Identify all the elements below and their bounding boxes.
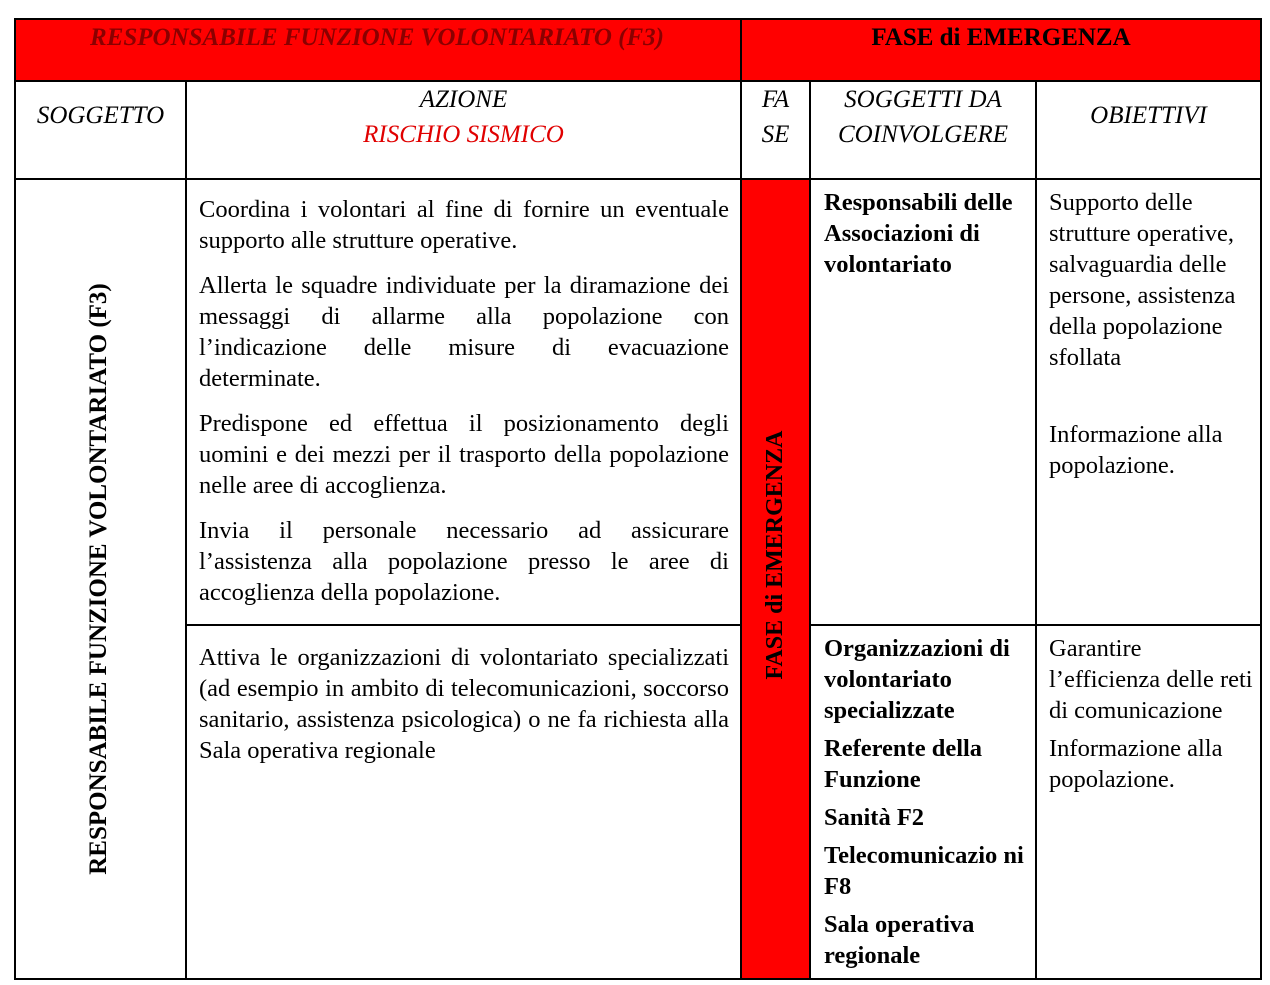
fase-label-line1: FA [761, 86, 790, 113]
action-item: Predispone ed effettua il posizionamento degli uomini e dei mezzi per il trasporto della popolazione nelle aree di accoglienza. [199, 410, 729, 499]
objective-item: Garantire l’efficienza delle reti di comunicazione [1049, 635, 1253, 724]
objective-item: Informazione alla popolazione. [1049, 735, 1223, 793]
border-col-4 [1035, 80, 1037, 980]
col-header-azione [187, 82, 740, 152]
risk-label: RISCHIO SISMICO [363, 121, 564, 148]
col-header-soggetto: SOGGETTO [36, 102, 165, 129]
col-header-fase [742, 82, 809, 152]
subject-item: Responsabili delle Associazioni di volontariato [824, 189, 1013, 278]
soggetti-label-line1: SOGGETTI DA [844, 86, 1002, 113]
emergency-procedure-table [14, 18, 1262, 980]
azione-label: AZIONE [419, 86, 508, 113]
col-header-soggetti [811, 82, 1035, 152]
row1-objectives [1049, 187, 1254, 488]
border-col-2 [740, 18, 742, 980]
subject-item: Organizzazioni di volontariato specializzate [824, 635, 1010, 724]
fase-label-line2: SE [761, 121, 790, 148]
row1-actions [199, 194, 729, 622]
border-bottom [14, 978, 1262, 980]
phase-vertical-label: FASE di EMERGENZA [762, 430, 788, 680]
objective-item: Informazione alla popolazione. [1049, 421, 1223, 479]
border-subheader-bottom [14, 178, 1262, 180]
row1-subjects [824, 187, 1024, 287]
soggetti-label-line2: COINVOLGERE [837, 121, 1009, 148]
subject-item: Telecomunicazio ni F8 [824, 842, 1024, 900]
row2-actions [199, 642, 729, 780]
row2-subjects [824, 633, 1024, 978]
action-item: Attiva le organizzazioni di volontariato specializzati (ad esempio in ambito di telecomunicazioni, soccorso sanitario, assistenza psicologica) o ne fa richiesta alla Sala operativa regionale [199, 644, 729, 764]
phase-title: FASE di EMERGENZA [871, 24, 1131, 51]
role-title: RESPONSABILE FUNZIONE VOLONTARIATO (F3) [90, 24, 664, 51]
row2-objectives [1049, 633, 1254, 802]
side-label: RESPONSABILE FUNZIONE VOLONTARIATO (F3) [85, 283, 112, 875]
border-left [14, 18, 16, 980]
subject-item: Referente della Funzione [824, 735, 983, 793]
border-right [1260, 18, 1262, 980]
action-item: Allerta le squadre individuate per la diramazione dei messaggi di allarme alla popolazione con l’indicazione delle misure di evacuazione determinate. [199, 272, 729, 392]
border-row-separator [186, 624, 742, 626]
col-header-obiettivi: OBIETTIVI [1090, 102, 1207, 129]
border-col-1 [185, 80, 187, 980]
subject-item: Sala operativa regionale [824, 911, 975, 969]
action-item: Coordina i volontari al fine di fornire un eventuale supporto alle strutture operative. [199, 196, 729, 254]
subject-item: Sanità F2 [824, 804, 925, 831]
border-col-3 [809, 80, 811, 980]
objective-item: Supporto delle strutture operative, salvaguardia delle persone, assistenza della popolazione sfollata [1049, 189, 1236, 371]
action-item: Invia il personale necessario ad assicurare l’assistenza alla popolazione presso le aree di accoglienza della popolazione. [199, 517, 729, 606]
